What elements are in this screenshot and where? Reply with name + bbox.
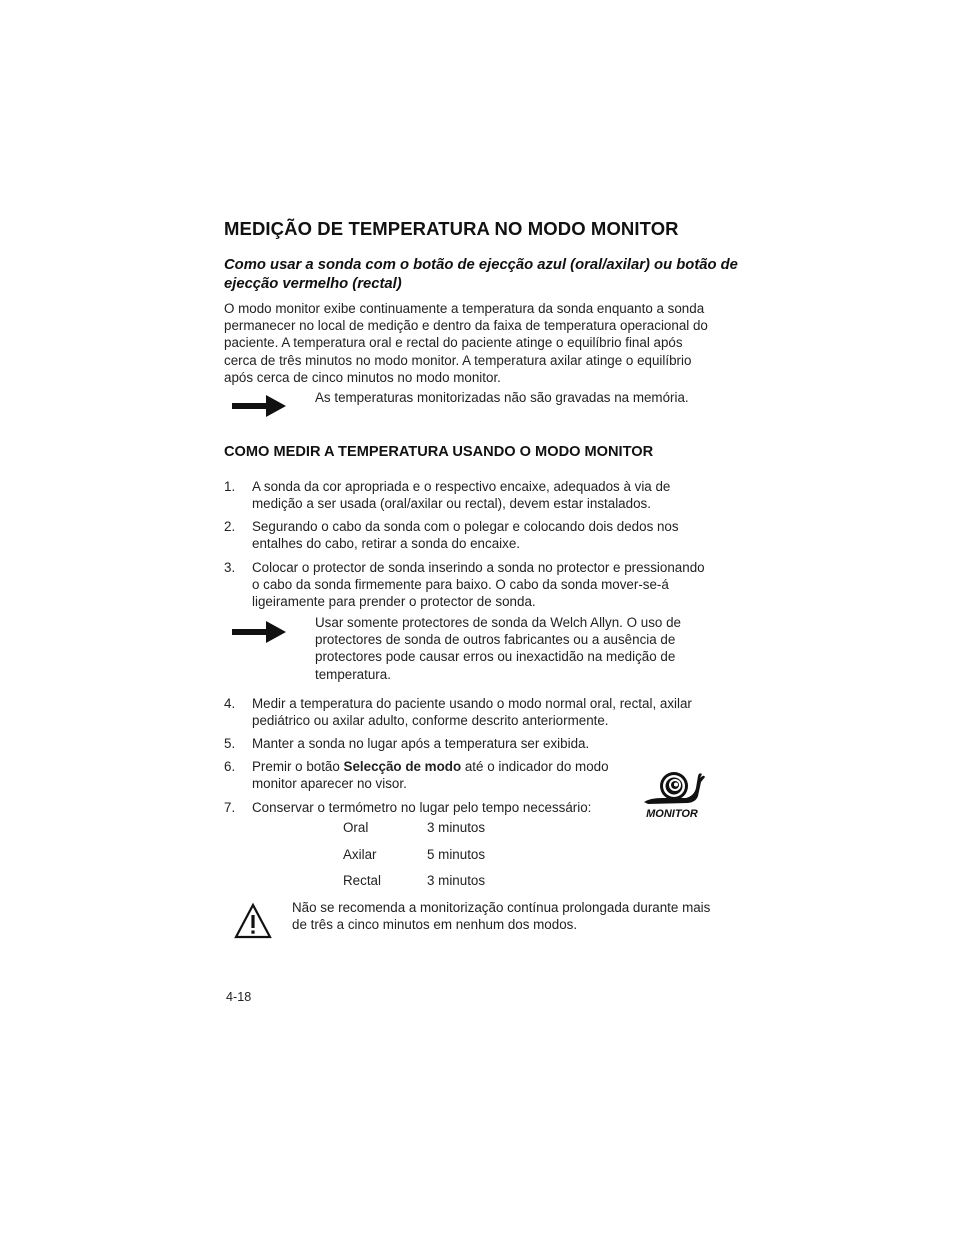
step-line: Segurando o cabo da sonda com o polegar e colocando dois dedos nos — [252, 519, 679, 534]
intro-line: após cerca de cinco minutos no modo monitor. — [224, 369, 501, 385]
time-site: Rectal — [343, 873, 381, 888]
step-text — [252, 799, 632, 816]
mode-select-button-label: Selecção de modo — [343, 759, 462, 774]
intro-line: cerca de três minutos no modo monitor. A temperatura axilar atinge o equilíbrio — [224, 352, 692, 368]
intro-line: permanecer no local de medição e dentro da faixa de temperatura operacional do — [224, 318, 708, 334]
step-line: Manter a sonda no lugar após a temperatura ser exibida. — [252, 736, 590, 751]
step-line: entalhes do cabo, retirar a sonda do encaixe. — [252, 536, 520, 552]
step-text — [252, 735, 730, 752]
step-number: 1. — [224, 479, 236, 494]
step-number: 5. — [224, 736, 236, 751]
step-text-before: Premir o botão — [252, 759, 344, 774]
snail-monitor-icon — [636, 766, 708, 820]
warning-text — [292, 899, 732, 933]
time-duration: 3 minutos — [427, 820, 486, 835]
step-line: Conservar o termómetro no lugar pelo tempo necessário: — [252, 800, 592, 815]
step-number: 6. — [224, 759, 236, 774]
intro-line: O modo monitor exibe continuamente a temperatura da sonda enquanto a sonda — [224, 301, 705, 316]
intro-paragraph — [224, 300, 708, 386]
step-line: monitor aparecer no visor. — [252, 776, 407, 792]
step-line: medição a ser usada (oral/axilar ou rectal), devem estar instalados. — [252, 496, 651, 512]
note-line: protectores pode causar erros ou inexactidão na medição de — [315, 649, 676, 665]
step-number: 2. — [224, 519, 236, 534]
page-title: MEDIÇÃO DE TEMPERATURA NO MODO MONITOR — [224, 218, 679, 239]
time-site: Oral — [343, 820, 369, 835]
step-line: ligeiramente para prender o protector de sonda. — [252, 594, 536, 610]
right-arrow-icon — [232, 620, 286, 644]
step-line: Colocar o protector de sonda inserindo a sonda no protector e pressionando — [252, 560, 705, 575]
step-text — [252, 518, 730, 552]
step-line: o cabo da sonda firmemente para baixo. O cabo da sonda mover-se-á — [252, 577, 669, 593]
step-number: 7. — [224, 800, 236, 815]
step-text-after: até o indicador do modo — [461, 759, 609, 774]
right-arrow-icon — [232, 394, 286, 418]
step-line — [252, 758, 632, 775]
warning-line: Não se recomenda a monitorização contínua prolongada durante mais — [292, 900, 711, 915]
intro-line: paciente. A temperatura oral e rectal do paciente atinge o equilíbrio final após — [224, 335, 683, 351]
warning-triangle-icon — [234, 902, 272, 940]
section-title: COMO MEDIR A TEMPERATURA USANDO O MODO MONITOR — [224, 444, 654, 460]
step-number: 3. — [224, 560, 236, 575]
step-line: A sonda da cor apropriada e o respectivo encaixe, adequados à via de — [252, 479, 671, 494]
time-duration: 5 minutos — [427, 847, 486, 862]
step-text — [252, 478, 730, 512]
page-number: 4-18 — [226, 990, 252, 1004]
step-text — [252, 758, 632, 792]
note-line: Usar somente protectores de sonda da Welch Allyn. O uso de — [315, 615, 681, 630]
step-text — [252, 695, 730, 729]
section-subtitle: Como usar a sonda com o botão de ejecção azul (oral/axilar) ou botão de ejecção vermelho (rectal) — [224, 257, 738, 292]
note-line: protectores de sonda de outros fabricantes ou a ausência de — [315, 632, 676, 648]
time-duration: 3 minutos — [427, 873, 486, 888]
note-protectors — [315, 614, 735, 683]
step-line: pediátrico ou axilar adulto, conforme descrito anteriormente. — [252, 713, 609, 729]
note-line: temperatura. — [315, 666, 391, 682]
monitor-label: MONITOR — [646, 808, 698, 820]
note-memory: As temperaturas monitorizadas não são gravadas na memória. — [315, 390, 689, 405]
step-line: Medir a temperatura do paciente usando o modo normal oral, rectal, axilar — [252, 696, 692, 711]
step-text — [252, 559, 730, 611]
time-site: Axilar — [343, 847, 377, 862]
warning-line: de três a cinco minutos em nenhum dos modos. — [292, 917, 578, 933]
step-number: 4. — [224, 696, 236, 711]
